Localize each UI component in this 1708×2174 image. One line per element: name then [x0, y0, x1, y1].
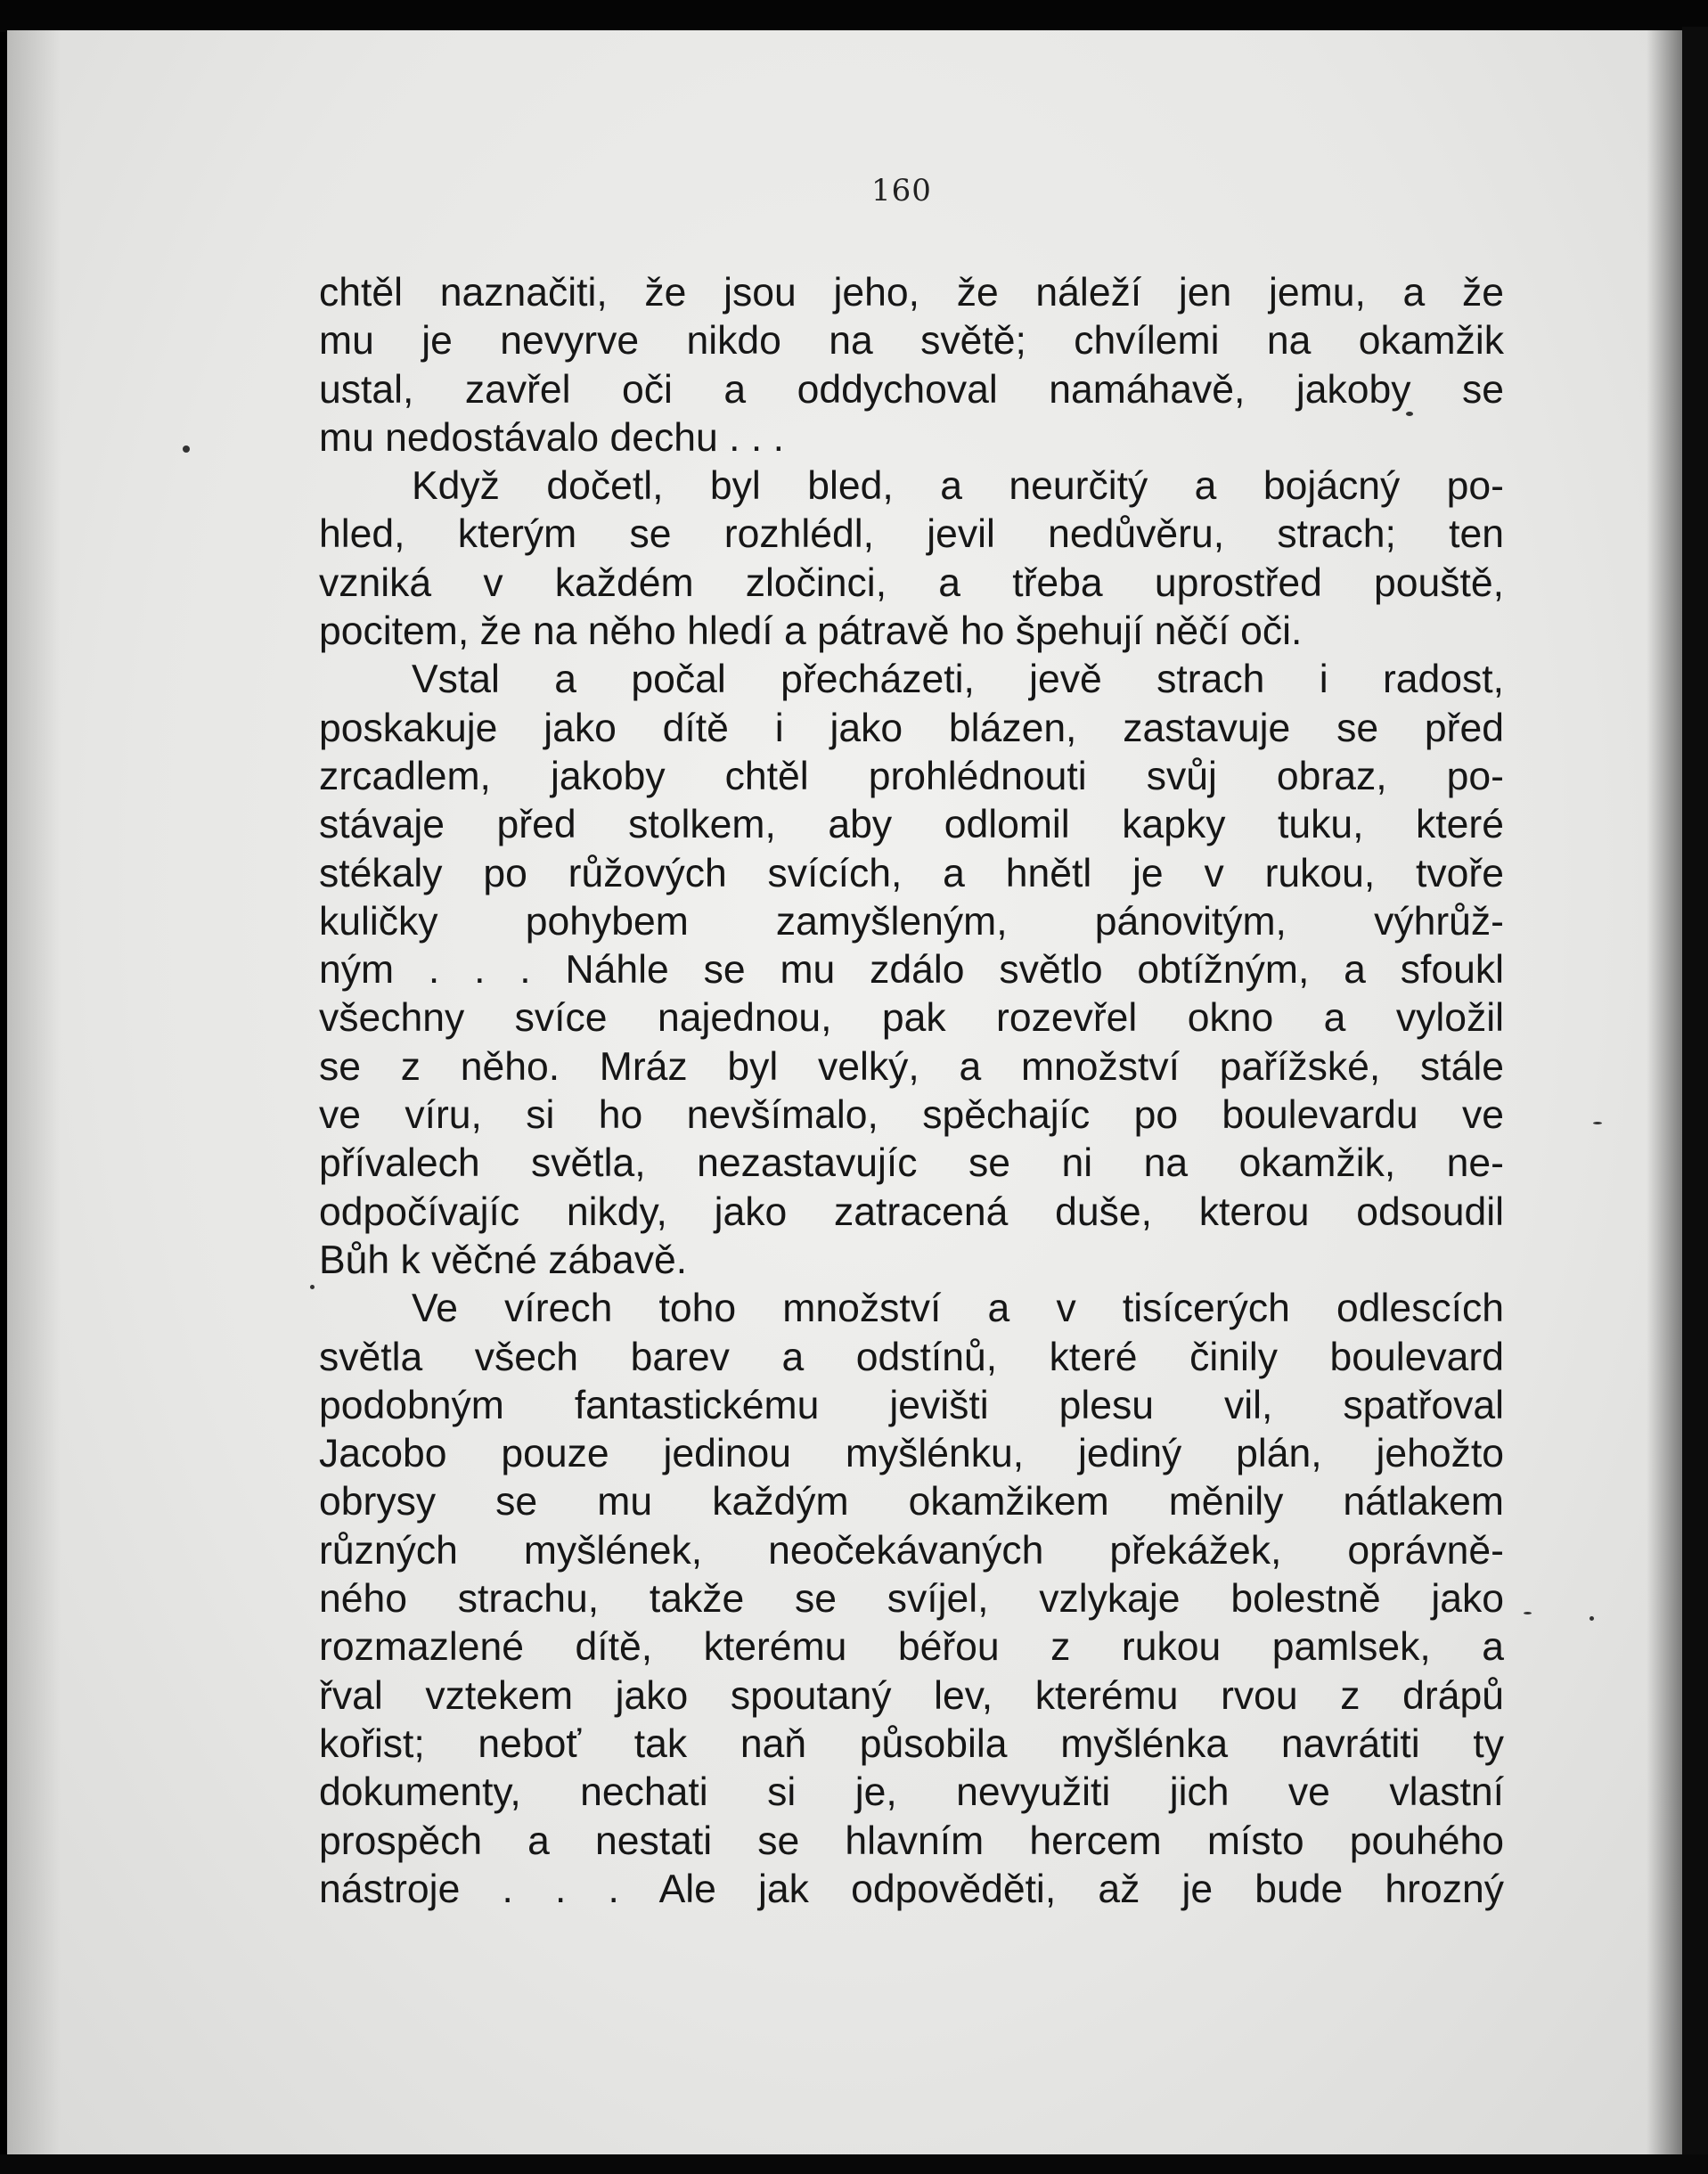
text-line: podobným fantastickému jevišti plesu vil, spatřoval [319, 1383, 1504, 1427]
text-line: se z něho. Mráz byl velký, a množství pařížské, stále [319, 1044, 1504, 1089]
page-shadow-right [1647, 30, 1682, 2156]
scan-speck [1590, 1616, 1594, 1621]
scan-bottom-border [0, 2154, 1708, 2174]
text-line: Ve vírech toho množství a v tisícerých odlescích [412, 1287, 1504, 1331]
body-text [319, 269, 1504, 1914]
text-line: prospěch a nestati se hlavním hercem místo pouhého [319, 1818, 1504, 1863]
text-line: pocitem, že na něho hledí a pátravě ho špehují něčí oči. [319, 609, 1303, 654]
scan-speck [1406, 412, 1413, 416]
page-number: 160 [871, 173, 932, 208]
text-line: chtěl naznačiti, že jsou jeho, že náleží jen jemu, a že [319, 271, 1504, 315]
text-line: odpočívajíc nikdy, jako zatracená duše, kterou odsoudil [319, 1189, 1504, 1234]
text-line: ným . . . Náhle se mu zdálo světlo obtížným, a sfoukl [319, 948, 1504, 993]
text-line: kuličky pohybem zamyšleným, pánovitým, výhrůž- [319, 899, 1504, 944]
scan-right-border [1682, 27, 1708, 2174]
scan-speck [1524, 1612, 1532, 1614]
scan-speck [310, 1285, 315, 1289]
text-line: Vstal a počal přecházeti, jevě strach i radost, [412, 658, 1504, 702]
text-line: přívalech světla, nezastavujíc se ni na okamžik, ne- [319, 1141, 1504, 1186]
text-line: Když dočetl, byl bled, a neurčitý a bojácný po- [412, 464, 1504, 509]
scan-speck [1593, 1122, 1602, 1124]
text-line: obrysy se mu každým okamžikem měnily nátlakem [319, 1480, 1504, 1524]
text-line: různých myšlének, neočekávaných překážek, oprávně- [319, 1528, 1504, 1573]
text-line: dokumenty, nechati si je, nevyužiti jich ve vlastní [319, 1770, 1504, 1815]
text-line: kořist; neboť tak naň působila myšlénka navrátiti ty [319, 1721, 1504, 1766]
text-line: rozmazlené dítě, kterému béřou z rukou pamlsek, a [319, 1625, 1504, 1670]
text-line: stékaly po růžových svících, a hnětl je v rukou, tvoře [319, 851, 1504, 895]
text-line: hled, kterým se rozhlédl, jevil nedůvěru, strach; ten [319, 512, 1504, 557]
text-line: poskakuje jako dítě i jako blázen, zastavuje se před [319, 706, 1504, 750]
text-line: stávaje před stolkem, aby odlomil kapky tuku, které [319, 803, 1504, 847]
text-line: Jacobo pouze jedinou myšlénku, jediný plán, jehožto [319, 1432, 1504, 1476]
scan-top-border [0, 0, 1708, 32]
text-line: ného strachu, takže se svíjel, vzlykaje bolestně jako [319, 1577, 1504, 1622]
text-line: světla všech barev a odstínů, které činily boulevard [319, 1335, 1504, 1379]
text-line: Bůh k věčné zábavě. [319, 1238, 688, 1282]
text-line: zrcadlem, jakoby chtěl prohlédnouti svůj obraz, po- [319, 754, 1504, 798]
text-line: řval vztekem jako spoutaný lev, kterému rvou z drápů [319, 1673, 1504, 1718]
text-line: všechny svíce najednou, pak rozevřel okno a vyložil [319, 996, 1504, 1041]
text-line: mu nedostávalo dechu . . . [319, 415, 784, 460]
scan-speck [183, 445, 190, 453]
text-line: mu je nevyrve nikdo na světě; chvílemi na okamžik [319, 319, 1504, 364]
text-line: vzniká v každém zločinci, a třeba uprostřed pouště, [319, 560, 1504, 605]
book-page [7, 30, 1682, 2156]
text-line: ustal, zavřel oči a oddychoval namáhavě, jakoby se [319, 367, 1504, 412]
text-line: nástroje . . . Ale jak odpověděti, až je bude hrozný [319, 1867, 1504, 1911]
page-shadow-left [7, 30, 61, 2156]
text-line: ve víru, si ho nevšímalo, spěchajíc po boulevardu ve [319, 1093, 1504, 1138]
